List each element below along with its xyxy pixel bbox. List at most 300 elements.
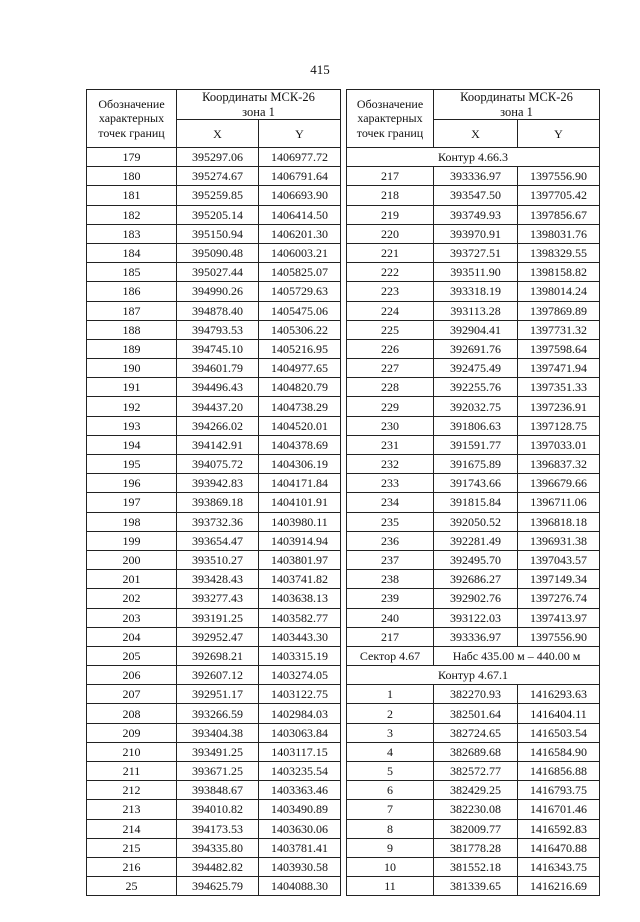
y-coordinate-cell: 1397043.57: [518, 550, 600, 569]
y-coordinate-cell: 1416404.11: [518, 704, 600, 723]
y-coordinate-cell: 1403582.77: [259, 608, 341, 627]
coordinates-table-left: [86, 89, 341, 896]
x-coordinate-cell: 393942.83: [177, 474, 259, 493]
y-coordinate-cell: 1416592.83: [518, 819, 600, 838]
point-id-cell: 2: [347, 704, 434, 723]
x-coordinate-cell: 393122.03: [434, 608, 518, 627]
header-point-designation: Обозначение характерных точек границ: [347, 90, 434, 148]
x-coordinate-cell: 394482.82: [177, 857, 259, 876]
table-row: [347, 877, 600, 896]
table-row: [87, 186, 341, 205]
table-row: [347, 339, 600, 358]
y-coordinate-cell: 1416470.88: [518, 838, 600, 857]
y-coordinate-cell: 1406003.21: [259, 243, 341, 262]
y-coordinate-cell: 1406693.90: [259, 186, 341, 205]
table-row: [347, 263, 600, 282]
point-id-cell: 194: [87, 435, 177, 454]
point-id-cell: 10: [347, 857, 434, 876]
point-id-cell: 227: [347, 359, 434, 378]
header-x: X: [434, 120, 518, 148]
table-row: [347, 359, 600, 378]
table-row: [87, 877, 341, 896]
point-id-cell: 6: [347, 781, 434, 800]
y-coordinate-cell: 1397413.97: [518, 608, 600, 627]
y-coordinate-cell: 1404977.65: [259, 359, 341, 378]
y-coordinate-cell: 1397033.01: [518, 435, 600, 454]
point-id-cell: 7: [347, 800, 434, 819]
y-coordinate-cell: 1405306.22: [259, 320, 341, 339]
x-coordinate-cell: 391743.66: [434, 474, 518, 493]
table-row: [87, 570, 341, 589]
point-id-cell: 200: [87, 550, 177, 569]
x-coordinate-cell: 392691.76: [434, 339, 518, 358]
table-row: [347, 627, 600, 646]
point-id-cell: 221: [347, 243, 434, 262]
point-id-cell: 209: [87, 723, 177, 742]
table-row: [87, 838, 341, 857]
x-coordinate-cell: 392902.76: [434, 589, 518, 608]
y-coordinate-cell: 1397351.33: [518, 378, 600, 397]
y-coordinate-cell: 1397705.42: [518, 186, 600, 205]
point-id-cell: 25: [87, 877, 177, 896]
x-coordinate-cell: 393671.25: [177, 762, 259, 781]
x-coordinate-cell: 395297.06: [177, 148, 259, 167]
table-row: [87, 167, 341, 186]
x-coordinate-cell: 382230.08: [434, 800, 518, 819]
table-row: [87, 608, 341, 627]
x-coordinate-cell: 382724.65: [434, 723, 518, 742]
y-coordinate-cell: 1405825.07: [259, 263, 341, 282]
y-coordinate-cell: 1397731.32: [518, 320, 600, 339]
point-id-cell: 224: [347, 301, 434, 320]
point-id-cell: 226: [347, 339, 434, 358]
y-coordinate-cell: 1397471.94: [518, 359, 600, 378]
point-id-cell: 235: [347, 512, 434, 531]
table-row: [347, 819, 600, 838]
x-coordinate-cell: 394625.79: [177, 877, 259, 896]
y-coordinate-cell: 1402984.03: [259, 704, 341, 723]
x-coordinate-cell: 392904.41: [434, 320, 518, 339]
point-id-cell: 238: [347, 570, 434, 589]
y-coordinate-cell: 1406414.50: [259, 205, 341, 224]
point-id-cell: 233: [347, 474, 434, 493]
point-id-cell: 183: [87, 224, 177, 243]
y-coordinate-cell: 1416503.54: [518, 723, 600, 742]
x-coordinate-cell: 382572.77: [434, 762, 518, 781]
table-row: [347, 762, 600, 781]
point-id-cell: 181: [87, 186, 177, 205]
x-coordinate-cell: 393113.28: [434, 301, 518, 320]
y-coordinate-cell: 1398329.55: [518, 243, 600, 262]
table-row: [347, 320, 600, 339]
table-row: [87, 704, 341, 723]
x-coordinate-cell: 391675.89: [434, 455, 518, 474]
x-coordinate-cell: 394793.53: [177, 320, 259, 339]
x-coordinate-cell: 393336.97: [434, 167, 518, 186]
x-coordinate-cell: 394335.80: [177, 838, 259, 857]
x-coordinate-cell: 394075.72: [177, 455, 259, 474]
point-id-cell: 190: [87, 359, 177, 378]
x-coordinate-cell: 393970.91: [434, 224, 518, 243]
point-id-cell: 198: [87, 512, 177, 531]
y-coordinate-cell: 1403315.19: [259, 646, 341, 665]
table-row: [87, 550, 341, 569]
point-id-cell: 237: [347, 550, 434, 569]
point-id-cell: 217: [347, 167, 434, 186]
x-coordinate-cell: 395274.67: [177, 167, 259, 186]
y-coordinate-cell: 1403980.11: [259, 512, 341, 531]
point-id-cell: 216: [87, 857, 177, 876]
header-point-designation: Обозначение характерных точек границ: [87, 90, 177, 148]
table-row: [87, 531, 341, 550]
y-coordinate-cell: 1404088.30: [259, 877, 341, 896]
x-coordinate-cell: 393318.19: [434, 282, 518, 301]
point-id-cell: 179: [87, 148, 177, 167]
y-coordinate-cell: 1404738.29: [259, 397, 341, 416]
y-coordinate-cell: 1396837.32: [518, 455, 600, 474]
header-y: Y: [259, 120, 341, 148]
table-row: [347, 397, 600, 416]
y-coordinate-cell: 1416584.90: [518, 742, 600, 761]
x-coordinate-cell: 382501.64: [434, 704, 518, 723]
point-id-cell: 201: [87, 570, 177, 589]
table-row: [347, 857, 600, 876]
x-coordinate-cell: 394601.79: [177, 359, 259, 378]
table-row: [347, 167, 600, 186]
table-row: [87, 339, 341, 358]
point-id-cell: 231: [347, 435, 434, 454]
x-coordinate-cell: 392475.49: [434, 359, 518, 378]
point-id-cell: 234: [347, 493, 434, 512]
sector-header-row: [347, 646, 600, 665]
y-coordinate-cell: 1397128.75: [518, 416, 600, 435]
point-id-cell: 186: [87, 282, 177, 301]
point-id-cell: 199: [87, 531, 177, 550]
y-coordinate-cell: 1404306.19: [259, 455, 341, 474]
y-coordinate-cell: 1403235.54: [259, 762, 341, 781]
table-row: [347, 742, 600, 761]
x-coordinate-cell: 395150.94: [177, 224, 259, 243]
x-coordinate-cell: 393404.38: [177, 723, 259, 742]
y-coordinate-cell: 1397276.74: [518, 589, 600, 608]
table-row: [347, 589, 600, 608]
y-coordinate-cell: 1416293.63: [518, 685, 600, 704]
point-id-cell: 239: [347, 589, 434, 608]
x-coordinate-cell: 393428.43: [177, 570, 259, 589]
sector-height-range: Набс 435.00 м – 440.00 м: [434, 646, 600, 665]
table-row: [87, 800, 341, 819]
table-row: [87, 742, 341, 761]
point-id-cell: 182: [87, 205, 177, 224]
table-row: [87, 493, 341, 512]
point-id-cell: 5: [347, 762, 434, 781]
x-coordinate-cell: 395090.48: [177, 243, 259, 262]
y-coordinate-cell: 1416701.46: [518, 800, 600, 819]
x-coordinate-cell: 393869.18: [177, 493, 259, 512]
x-coordinate-cell: 392032.75: [434, 397, 518, 416]
y-coordinate-cell: 1397556.90: [518, 627, 600, 646]
x-coordinate-cell: 394266.02: [177, 416, 259, 435]
x-coordinate-cell: 393547.50: [434, 186, 518, 205]
y-coordinate-cell: 1397236.91: [518, 397, 600, 416]
point-id-cell: 212: [87, 781, 177, 800]
point-id-cell: 217: [347, 627, 434, 646]
point-id-cell: 202: [87, 589, 177, 608]
x-coordinate-cell: 392686.27: [434, 570, 518, 589]
table-row: [347, 243, 600, 262]
table-row: [87, 474, 341, 493]
table-row: [347, 205, 600, 224]
table-row: [347, 435, 600, 454]
point-id-cell: 225: [347, 320, 434, 339]
x-coordinate-cell: 391806.63: [434, 416, 518, 435]
y-coordinate-cell: 1416216.69: [518, 877, 600, 896]
point-id-cell: 207: [87, 685, 177, 704]
y-coordinate-cell: 1406201.30: [259, 224, 341, 243]
point-id-cell: 4: [347, 742, 434, 761]
table-row: [87, 819, 341, 838]
table-row: [87, 243, 341, 262]
point-id-cell: 228: [347, 378, 434, 397]
x-coordinate-cell: 393336.97: [434, 627, 518, 646]
y-coordinate-cell: 1398031.76: [518, 224, 600, 243]
x-coordinate-cell: 382009.77: [434, 819, 518, 838]
x-coordinate-cell: 382429.25: [434, 781, 518, 800]
point-id-cell: 232: [347, 455, 434, 474]
point-id-cell: 9: [347, 838, 434, 857]
point-id-cell: 184: [87, 243, 177, 262]
y-coordinate-cell: 1403063.84: [259, 723, 341, 742]
x-coordinate-cell: 393266.59: [177, 704, 259, 723]
y-coordinate-cell: 1397149.34: [518, 570, 600, 589]
point-id-cell: 214: [87, 819, 177, 838]
table-row: [87, 646, 341, 665]
table-row: [347, 493, 600, 512]
point-id-cell: 193: [87, 416, 177, 435]
x-coordinate-cell: 393732.36: [177, 512, 259, 531]
y-coordinate-cell: 1405475.06: [259, 301, 341, 320]
point-id-cell: 240: [347, 608, 434, 627]
point-id-cell: 188: [87, 320, 177, 339]
point-id-cell: 187: [87, 301, 177, 320]
x-coordinate-cell: 394496.43: [177, 378, 259, 397]
table-row: [87, 455, 341, 474]
x-coordinate-cell: 394437.20: [177, 397, 259, 416]
table-row: [347, 378, 600, 397]
point-id-cell: 210: [87, 742, 177, 761]
table-row: [87, 378, 341, 397]
table-row: [87, 263, 341, 282]
x-coordinate-cell: 392495.70: [434, 550, 518, 569]
x-coordinate-cell: 381778.28: [434, 838, 518, 857]
page-number: 415: [310, 62, 330, 77]
y-coordinate-cell: 1396711.06: [518, 493, 600, 512]
table-row: [347, 531, 600, 550]
point-id-cell: 196: [87, 474, 177, 493]
y-coordinate-cell: 1403914.94: [259, 531, 341, 550]
x-coordinate-cell: 393654.47: [177, 531, 259, 550]
x-coordinate-cell: 392050.52: [434, 512, 518, 531]
table-row: [87, 224, 341, 243]
y-coordinate-cell: 1405216.95: [259, 339, 341, 358]
x-coordinate-cell: 381552.18: [434, 857, 518, 876]
table-row: [347, 512, 600, 531]
x-coordinate-cell: 393491.25: [177, 742, 259, 761]
y-coordinate-cell: 1403490.89: [259, 800, 341, 819]
table-row: [87, 359, 341, 378]
table-row: [347, 723, 600, 742]
x-coordinate-cell: 391591.77: [434, 435, 518, 454]
header-coordinates: Координаты МСК-26 зона 1: [434, 90, 600, 120]
x-coordinate-cell: 392951.17: [177, 685, 259, 704]
y-coordinate-cell: 1398158.82: [518, 263, 600, 282]
table-row: [87, 320, 341, 339]
table-row: [87, 857, 341, 876]
y-coordinate-cell: 1396679.66: [518, 474, 600, 493]
y-coordinate-cell: 1403122.75: [259, 685, 341, 704]
table-row: [347, 838, 600, 857]
header-x: X: [177, 120, 259, 148]
y-coordinate-cell: 1416856.88: [518, 762, 600, 781]
point-id-cell: 215: [87, 838, 177, 857]
x-coordinate-cell: 391815.84: [434, 493, 518, 512]
point-id-cell: 223: [347, 282, 434, 301]
y-coordinate-cell: 1403741.82: [259, 570, 341, 589]
x-coordinate-cell: 393510.27: [177, 550, 259, 569]
point-id-cell: 236: [347, 531, 434, 550]
x-coordinate-cell: 395205.14: [177, 205, 259, 224]
y-coordinate-cell: 1404101.91: [259, 493, 341, 512]
y-coordinate-cell: 1397598.64: [518, 339, 600, 358]
y-coordinate-cell: 1403930.58: [259, 857, 341, 876]
table-row: [347, 282, 600, 301]
point-id-cell: 8: [347, 819, 434, 838]
table-row: [87, 781, 341, 800]
point-id-cell: 218: [347, 186, 434, 205]
table-row: [87, 282, 341, 301]
y-coordinate-cell: 1396818.18: [518, 512, 600, 531]
point-id-cell: 208: [87, 704, 177, 723]
point-id-cell: 192: [87, 397, 177, 416]
table-row: [87, 205, 341, 224]
point-id-cell: 219: [347, 205, 434, 224]
table-row: [347, 781, 600, 800]
contour-header-row: [347, 148, 600, 167]
x-coordinate-cell: 393191.25: [177, 608, 259, 627]
sector-label: Сектор 4.67: [347, 646, 434, 665]
x-coordinate-cell: 393749.93: [434, 205, 518, 224]
x-coordinate-cell: 393277.43: [177, 589, 259, 608]
contour-label: Контур 4.66.3: [347, 148, 600, 167]
x-coordinate-cell: 394990.26: [177, 282, 259, 301]
table-row: [87, 666, 341, 685]
header-coordinates: Координаты МСК-26 зона 1: [177, 90, 341, 120]
y-coordinate-cell: 1406977.72: [259, 148, 341, 167]
y-coordinate-cell: 1405729.63: [259, 282, 341, 301]
y-coordinate-cell: 1397556.90: [518, 167, 600, 186]
x-coordinate-cell: 395259.85: [177, 186, 259, 205]
x-coordinate-cell: 382270.93: [434, 685, 518, 704]
y-coordinate-cell: 1403117.15: [259, 742, 341, 761]
table-row: [347, 608, 600, 627]
y-coordinate-cell: 1396931.38: [518, 531, 600, 550]
table-row: [347, 474, 600, 493]
x-coordinate-cell: 381339.65: [434, 877, 518, 896]
table-row: [347, 800, 600, 819]
x-coordinate-cell: 394878.40: [177, 301, 259, 320]
point-id-cell: 11: [347, 877, 434, 896]
y-coordinate-cell: 1397869.89: [518, 301, 600, 320]
y-coordinate-cell: 1416793.75: [518, 781, 600, 800]
x-coordinate-cell: 382689.68: [434, 742, 518, 761]
table-row: [87, 301, 341, 320]
x-coordinate-cell: 392255.76: [434, 378, 518, 397]
point-id-cell: 211: [87, 762, 177, 781]
table-row: [347, 224, 600, 243]
table-row: [347, 685, 600, 704]
table-row: [87, 723, 341, 742]
contour-label: Контур 4.67.1: [347, 666, 600, 685]
x-coordinate-cell: 394745.10: [177, 339, 259, 358]
y-coordinate-cell: 1403638.13: [259, 589, 341, 608]
x-coordinate-cell: 392698.21: [177, 646, 259, 665]
coordinates-table-right: [346, 89, 600, 896]
point-id-cell: 180: [87, 167, 177, 186]
point-id-cell: 203: [87, 608, 177, 627]
table-row: [347, 550, 600, 569]
y-coordinate-cell: 1404520.01: [259, 416, 341, 435]
point-id-cell: 206: [87, 666, 177, 685]
y-coordinate-cell: 1404820.79: [259, 378, 341, 397]
table-row: [347, 704, 600, 723]
point-id-cell: 204: [87, 627, 177, 646]
table-row: [347, 416, 600, 435]
x-coordinate-cell: 393511.90: [434, 263, 518, 282]
y-coordinate-cell: 1403781.41: [259, 838, 341, 857]
point-id-cell: 229: [347, 397, 434, 416]
y-coordinate-cell: 1403274.05: [259, 666, 341, 685]
point-id-cell: 213: [87, 800, 177, 819]
table-row: [87, 627, 341, 646]
point-id-cell: 189: [87, 339, 177, 358]
table-row: [347, 570, 600, 589]
table-row: [87, 762, 341, 781]
table-row: [347, 301, 600, 320]
y-coordinate-cell: 1397856.67: [518, 205, 600, 224]
y-coordinate-cell: 1403630.06: [259, 819, 341, 838]
table-row: [347, 186, 600, 205]
x-coordinate-cell: 392607.12: [177, 666, 259, 685]
point-id-cell: 222: [347, 263, 434, 282]
y-coordinate-cell: 1406791.64: [259, 167, 341, 186]
point-id-cell: 191: [87, 378, 177, 397]
table-row: [87, 397, 341, 416]
table-row: [87, 589, 341, 608]
table-row: [87, 148, 341, 167]
y-coordinate-cell: 1398014.24: [518, 282, 600, 301]
y-coordinate-cell: 1403363.46: [259, 781, 341, 800]
x-coordinate-cell: 395027.44: [177, 263, 259, 282]
point-id-cell: 220: [347, 224, 434, 243]
point-id-cell: 205: [87, 646, 177, 665]
table-row: [87, 685, 341, 704]
point-id-cell: 195: [87, 455, 177, 474]
x-coordinate-cell: 392281.49: [434, 531, 518, 550]
point-id-cell: 3: [347, 723, 434, 742]
header-y: Y: [518, 120, 600, 148]
x-coordinate-cell: 394142.91: [177, 435, 259, 454]
x-coordinate-cell: 394173.53: [177, 819, 259, 838]
